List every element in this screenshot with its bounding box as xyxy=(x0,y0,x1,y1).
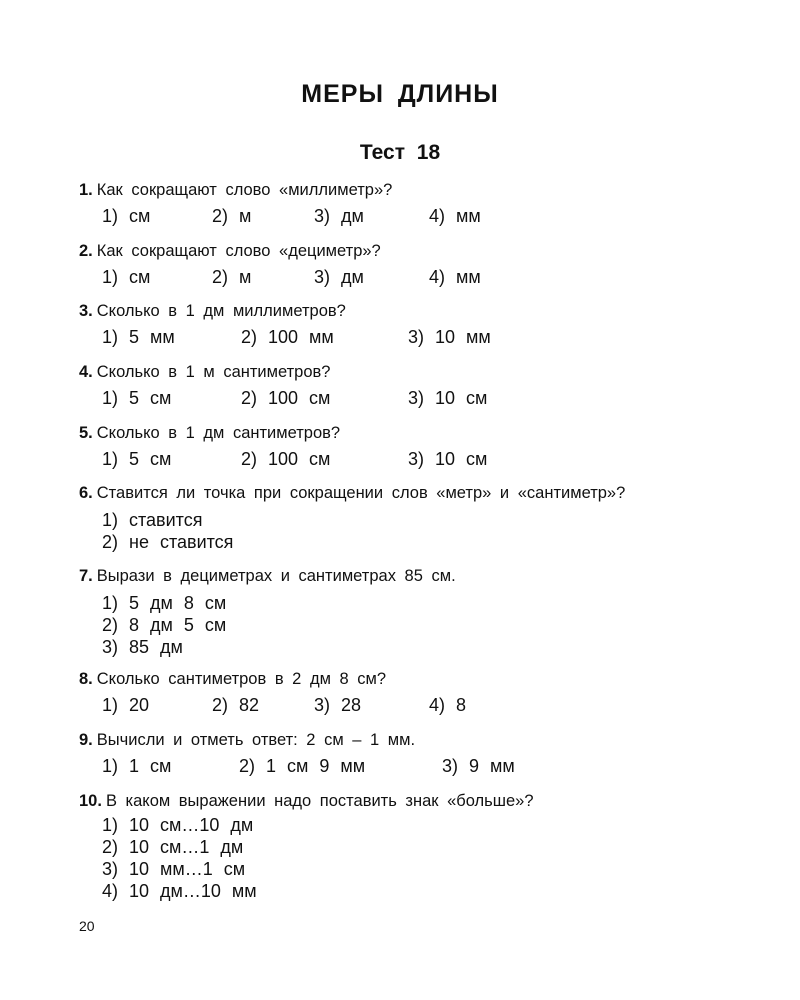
answer-option[interactable]: 2) 100 см xyxy=(241,388,331,408)
answer-option[interactable]: 2) м xyxy=(212,267,252,287)
answer-option[interactable]: 3) 10 мм xyxy=(408,327,491,347)
question-number: 4. xyxy=(79,363,93,381)
question-number: 5. xyxy=(79,424,93,442)
question-number: 6. xyxy=(79,484,93,502)
answer-option[interactable]: 4) мм xyxy=(429,267,481,287)
question-number: 2. xyxy=(79,242,93,260)
answer-option[interactable]: 1) см xyxy=(102,267,151,287)
answer-option[interactable]: 2) 100 мм xyxy=(241,327,334,347)
question-text: В каком выражении надо поставить знак «больше»? xyxy=(105,792,534,810)
answer-option[interactable]: 2) 10 см…1 дм xyxy=(102,837,244,857)
answer-option[interactable]: 3) 10 см xyxy=(408,388,488,408)
question-1 xyxy=(79,180,739,230)
answer-option[interactable]: 1) ставится xyxy=(102,510,203,530)
question-text: Сколько сантиметров в 2 дм 8 см? xyxy=(96,670,387,688)
question-text: Как сокращают слово «миллиметр»? xyxy=(96,181,393,199)
answer-option[interactable]: 3) 85 дм xyxy=(102,637,183,657)
answer-option[interactable]: 2) 8 дм 5 см xyxy=(102,615,227,635)
answer-options xyxy=(79,388,739,412)
question-10 xyxy=(79,791,739,902)
question-header xyxy=(79,423,739,443)
question-4 xyxy=(79,362,739,412)
question-header xyxy=(79,241,739,261)
answer-options xyxy=(79,449,739,473)
answer-options xyxy=(79,695,739,719)
question-7 xyxy=(79,566,739,658)
question-header xyxy=(79,669,739,689)
answer-options xyxy=(79,327,739,351)
answer-option[interactable]: 4) 8 xyxy=(429,695,467,715)
answer-option[interactable]: 1) 5 мм xyxy=(102,327,175,347)
question-9 xyxy=(79,730,739,780)
question-header xyxy=(79,483,739,503)
answer-option[interactable]: 1) 10 см…10 дм xyxy=(102,815,254,835)
page-title: МЕРЫ ДЛИНЫ xyxy=(301,80,499,108)
answer-option[interactable]: 2) м xyxy=(212,206,252,226)
question-number: 7. xyxy=(79,567,93,585)
question-6 xyxy=(79,483,739,553)
question-number: 1. xyxy=(79,181,93,199)
answer-option[interactable]: 1) см xyxy=(102,206,151,226)
answer-option[interactable]: 3) 10 мм…1 см xyxy=(102,859,246,879)
page-number: 20 xyxy=(79,918,95,934)
answer-option[interactable]: 4) мм xyxy=(429,206,481,226)
test-title: Тест 18 xyxy=(359,141,441,164)
answer-option[interactable]: 4) 10 дм…10 мм xyxy=(102,881,257,901)
question-header xyxy=(79,362,739,382)
question-header xyxy=(79,791,739,811)
question-header xyxy=(79,566,739,586)
answer-option[interactable]: 1) 5 дм 8 см xyxy=(102,593,227,613)
question-header xyxy=(79,730,739,750)
answer-option[interactable]: 3) 9 мм xyxy=(442,756,515,776)
question-text: Ставится ли точка при сокращении слов «метр» и «сантиметр»? xyxy=(96,484,626,502)
answer-option[interactable]: 3) 10 см xyxy=(408,449,488,469)
answer-options xyxy=(79,814,739,902)
question-5 xyxy=(79,423,739,473)
answer-option[interactable]: 3) дм xyxy=(314,267,364,287)
question-text: Сколько в 1 дм миллиметров? xyxy=(96,302,346,320)
answer-option[interactable]: 1) 5 см xyxy=(102,388,172,408)
answer-option[interactable]: 2) 1 см 9 мм xyxy=(239,756,366,776)
question-text: Сколько в 1 дм сантиметров? xyxy=(96,424,341,442)
answer-option[interactable]: 3) 28 xyxy=(314,695,362,715)
question-text: Вычисли и отметь ответ: 2 см – 1 мм. xyxy=(96,731,416,749)
question-number: 10. xyxy=(79,792,102,810)
answer-options xyxy=(79,509,739,553)
answer-options xyxy=(79,267,739,291)
question-text: Вырази в дециметрах и сантиметрах 85 см. xyxy=(96,567,456,585)
answer-options xyxy=(79,756,739,780)
question-3 xyxy=(79,301,739,351)
question-number: 8. xyxy=(79,670,93,688)
question-2 xyxy=(79,241,739,291)
question-number: 9. xyxy=(79,731,93,749)
answer-option[interactable]: 3) дм xyxy=(314,206,364,226)
answer-options xyxy=(79,206,739,230)
answer-option[interactable]: 1) 5 см xyxy=(102,449,172,469)
question-text: Сколько в 1 м сантиметров? xyxy=(96,363,331,381)
answer-option[interactable]: 2) 100 см xyxy=(241,449,331,469)
answer-options xyxy=(79,592,739,658)
question-8 xyxy=(79,669,739,719)
question-text: Как сокращают слово «дециметр»? xyxy=(96,242,381,260)
question-number: 3. xyxy=(79,302,93,320)
answer-option[interactable]: 1) 20 xyxy=(102,695,150,715)
answer-option[interactable]: 1) 1 см xyxy=(102,756,172,776)
question-header xyxy=(79,180,739,200)
question-header xyxy=(79,301,739,321)
answer-option[interactable]: 2) не ставится xyxy=(102,532,234,552)
answer-option[interactable]: 2) 82 xyxy=(212,695,260,715)
